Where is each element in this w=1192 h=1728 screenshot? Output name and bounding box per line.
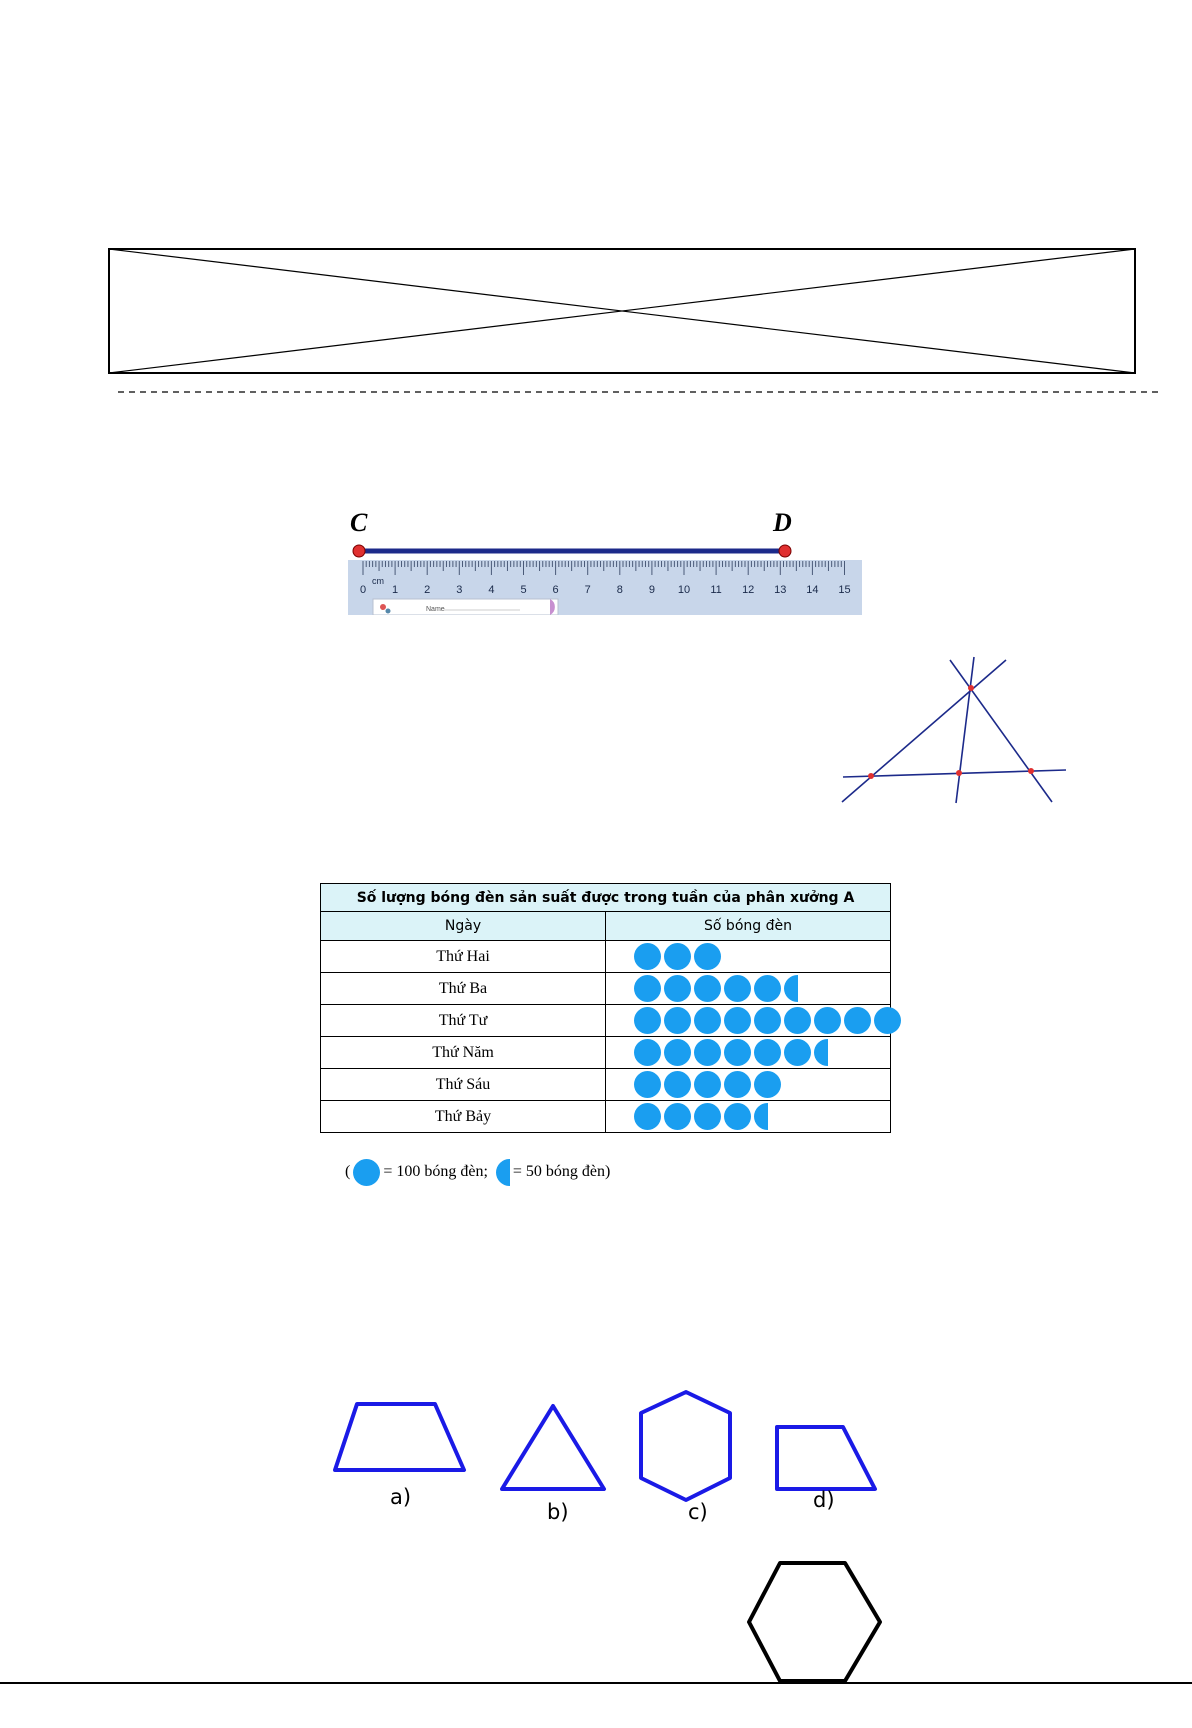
row-day-label: Thứ Sáu bbox=[321, 1069, 606, 1101]
ruler-number: 3 bbox=[456, 584, 463, 596]
ruler-number: 14 bbox=[806, 584, 819, 596]
ruler-number: 9 bbox=[648, 584, 655, 596]
ruler-number: 5 bbox=[520, 584, 527, 596]
ruler-number: 11 bbox=[710, 584, 722, 596]
shape-a-label: a) bbox=[390, 1485, 412, 1509]
row-day-label: Thứ Bảy bbox=[321, 1101, 606, 1133]
ruler-number: 7 bbox=[584, 584, 591, 596]
point-c-label: C bbox=[350, 508, 368, 537]
ruler-number: 2 bbox=[424, 584, 431, 596]
legend-full-text: = 100 bóng đèn; bbox=[383, 1163, 488, 1180]
pictograph-title: Số lượng bóng đèn sản suất được trong tuần của phân xưởng A bbox=[321, 884, 891, 912]
legend-open-paren: ( bbox=[345, 1163, 351, 1180]
column-header-day: Ngày bbox=[321, 912, 606, 941]
ruler-number: 10 bbox=[677, 584, 691, 596]
shape-d-label: d) bbox=[813, 1488, 835, 1512]
row-day-label: Thứ Hai bbox=[321, 941, 606, 973]
ruler-number: 8 bbox=[616, 584, 623, 596]
page-bottom-rule bbox=[0, 1682, 1192, 1684]
row-day-label: Thứ Năm bbox=[321, 1037, 606, 1069]
column-header-count: Số bóng đèn bbox=[606, 912, 891, 941]
ruler-number: 15 bbox=[838, 584, 851, 596]
legend-half-text: = 50 bóng đèn) bbox=[512, 1163, 611, 1180]
ruler-number: 13 bbox=[774, 584, 787, 596]
ruler-number: 4 bbox=[488, 584, 495, 596]
ruler-number: 12 bbox=[742, 584, 755, 596]
shape-c-label: c) bbox=[688, 1500, 708, 1524]
ruler-unit: cm bbox=[372, 576, 384, 586]
point-d-label: D bbox=[773, 508, 792, 537]
shape-b-label: b) bbox=[547, 1500, 569, 1524]
row-day-label: Thứ Tư bbox=[321, 1005, 606, 1037]
ruler-number: 0 bbox=[359, 584, 367, 596]
ruler-card-text: Name bbox=[426, 606, 445, 613]
row-day-label: Thứ Ba bbox=[321, 973, 606, 1005]
ruler-number: 6 bbox=[552, 584, 559, 596]
ruler-number: 1 bbox=[392, 584, 399, 596]
